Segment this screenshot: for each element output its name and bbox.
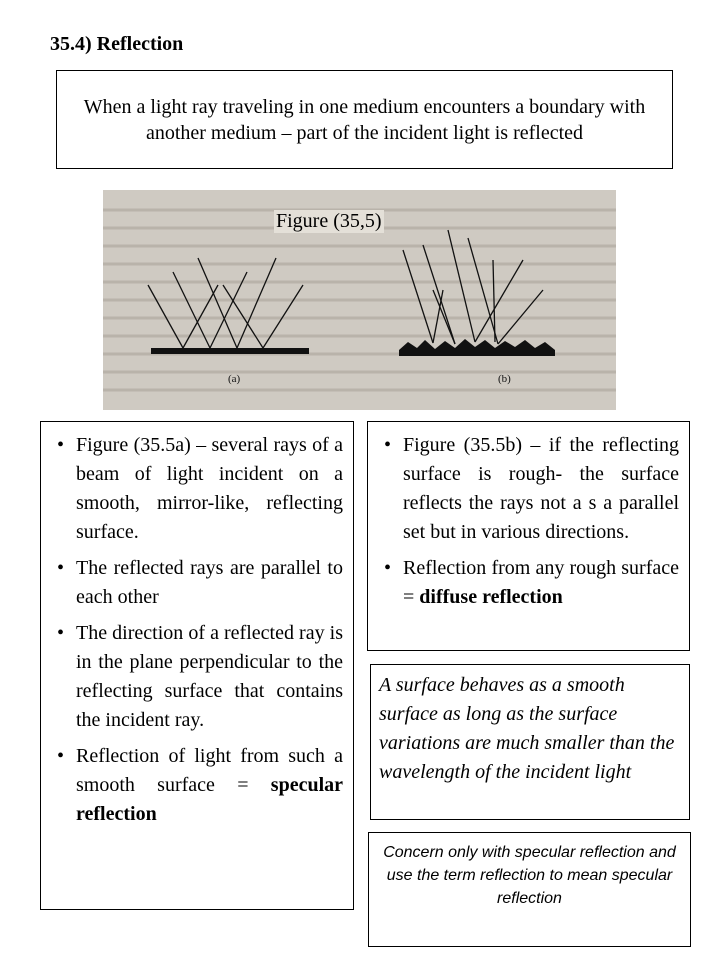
- bullet-item: • Figure (35.5b) – if the reflecting surface is rough- the surface reflects the rays not a s a parallel set but in various directions.: [403, 431, 679, 547]
- bullet-item: • The reflected rays are parallel to each other: [76, 554, 343, 612]
- figure-caption: Figure (35,5): [276, 210, 382, 232]
- label-a: (a): [228, 373, 241, 385]
- smooth-surface-note: A surface behaves as a smooth surface as long as the surface variations are much smaller than the wavelength of the incident light: [370, 664, 690, 820]
- bullet-item: • Reflection from any rough surface = diffuse reflection: [403, 554, 679, 612]
- specular-term: specular reflection: [76, 774, 343, 825]
- diffuse-term: diffuse reflection: [419, 586, 563, 608]
- right-bullet-box: [367, 421, 690, 651]
- scan-text-lines: [103, 210, 616, 390]
- bullet-item: • The direction of a reflected ray is in the plane perpendicular to the reflecting surface that contains the incident ray.: [76, 619, 343, 735]
- bullet-item: • Figure (35.5a) – several rays of a beam of light incident on a smooth, mirror-like, reflecting surface.: [76, 431, 343, 547]
- intro-text: When a light ray traveling in one medium encounters a boundary with another medium – part of the incident light is reflected: [83, 95, 646, 144]
- rough-surface: [399, 339, 555, 356]
- smooth-surface: [151, 348, 309, 354]
- bullet-item: • Reflection of light from such a smooth surface = specular reflection: [76, 742, 343, 829]
- specular-note: Concern only with specular reflection and use the term reflection to mean specular reflection: [368, 832, 691, 947]
- section-title: 35.4) Reflection: [50, 33, 184, 55]
- left-bullet-box: [40, 421, 354, 910]
- intro-box: [56, 70, 673, 169]
- label-b: (b): [498, 373, 511, 385]
